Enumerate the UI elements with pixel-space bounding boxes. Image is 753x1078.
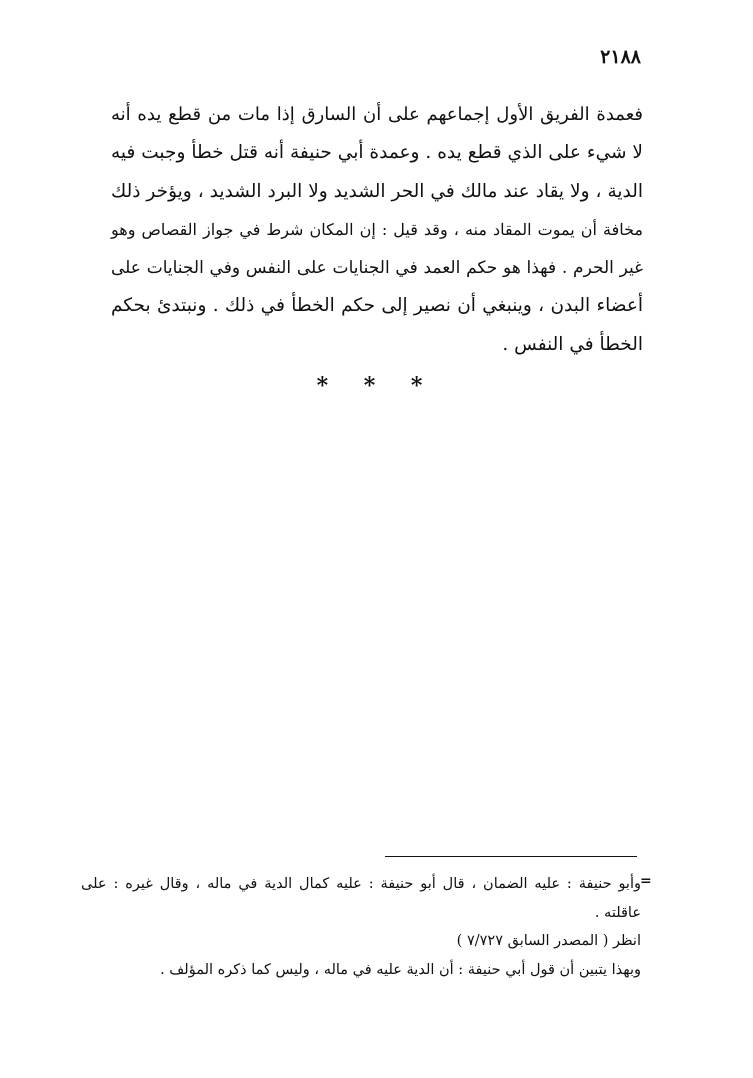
text-line: غير الحرم . فهذا هو حكم العمد في الجنايات على النفس وفي الجنايات على [111,258,643,279]
text-line: لا شيء على الذي قطع يده . وعمدة أبي حنيفة أنه قتل خطأ وجبت فيه [111,142,643,164]
text-line: الخطأ في النفس . [502,333,643,355]
footnote-line: انظر ( المصدر السابق ٧/٧٢٧ ) [456,933,641,949]
text-line: أعضاء البدن ، وينبغي أن نصير إلى حكم الخطأ في ذلك . ونبتدئ بحكم [111,295,643,317]
footnote-continuation-mark: = [640,873,652,889]
main-text [111,96,643,364]
footnote-line: عاقلته . [594,905,641,921]
footnote-divider [385,856,637,857]
footnote-line: وبهذا يتبين أن قول أبي حنيفة : أن الدية عليه في ماله ، وليس كما ذكره المؤلف . [160,962,641,978]
footnotes [81,869,641,984]
text-line: الدية ، ولا يقاد عند مالك في الحر الشديد ولا البرد الشديد ، ويؤخر ذلك [111,180,643,202]
footnote-line: وأبو حنيفة : عليه الضمان ، قال أبو حنيفة : عليه كمال الدية في ماله ، وقال غيره : على [81,876,641,892]
page-number: ٢١٨٨ [600,46,641,68]
text-line: مخافة أن يموت المقاد منه ، وقد قيل : إن المكان شرط في جواز القصاص وهو [111,219,643,239]
text-line: فعمدة الفريق الأول إجماعهم على أن السارق إذا مات من قطع يده أنه [111,104,643,125]
section-separator: * * * [316,373,437,399]
